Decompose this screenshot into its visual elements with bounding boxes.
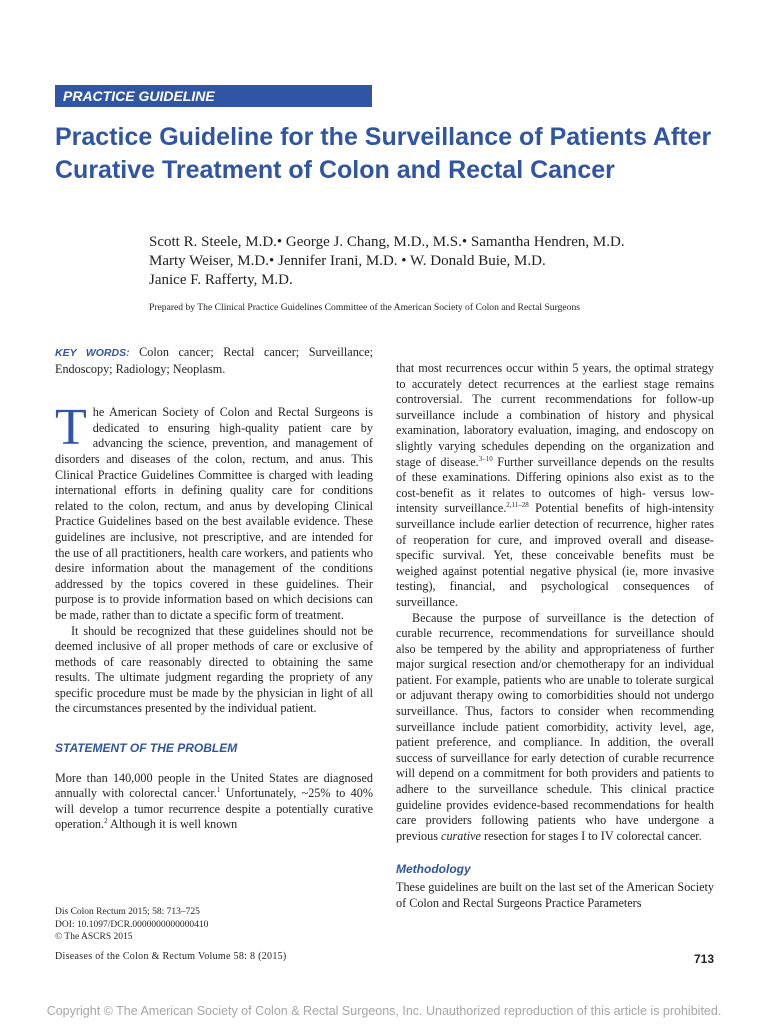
page-number: 713 <box>693 952 714 966</box>
body-text: More than 140,000 people in the United States are diagnosed annually with colorectal cancer. <box>55 770 373 801</box>
drop-cap: T <box>55 399 87 457</box>
body-paragraph: It should be recognized that these guidelines should not be deemed inclusive of all proper methods of care or exclusive of methods of care reasonably directed to obtaining the same results. The ultimate judgment regarding the propriety of any specific procedure must be made by the physician in light of all the circumstances presented by the individual patient. <box>55 623 373 716</box>
running-footer: Diseases of the Colon & Rectum Volume 58: 8 (2015) <box>55 951 287 962</box>
body-paragraph <box>55 771 373 833</box>
citation-superscript: 1 <box>216 786 221 795</box>
intro-text: he American Society of Colon and Rectal Surgeons is dedicated to ensuring high-quality patient care by advancing the science, prevention, and management of disorders and diseases of the colon, rectum, and anus. This Clinical Practice Guidelines Committee is charged with leading international efforts in defining quality care for conditions related to the colon, rectum, and anus by developing Clinical Practice Guidelines based on the best available evidence. These guidelines are inclusive, not prescriptive, and are intended for the use of all practitioners, health care workers, and patients who desire information about the management of the conditions addressed by the topics covered in these guidelines. Their purpose is to provide information based on which decisions can be made, rather than to dictate a specific form of treatment. <box>55 405 373 622</box>
keywords-label: KEY WORDS: <box>55 347 130 359</box>
article-title: Practice Guideline for the Surveillance of Patients After Curative Treatment of Colon and Rectal Cancer <box>55 123 712 184</box>
emphasis-text: curative <box>441 828 481 843</box>
section-heading: STATEMENT OF THE PROBLEM <box>55 741 238 756</box>
section-banner: PRACTICE GUIDELINE <box>55 85 372 107</box>
body-text: Because the purpose of surveillance is the detection of curable recurrence, recommendations for surveillance should also be tempered by the ability and appropriateness of further major surgical resection and/or chemotherapy for an individual patient. For example, patients who are unable to tolerate surgical or adjuvant therapy owing to comorbidities should not undergo surveillance. Thus, factors to consider when recommending surveillance include patient comorbidity, activity level, age, patient preference, and compliance. In addition, the overall success of surveillance for early detection of curable recurrence will depend on a commitment for both providers and patients to adhere to the surveillance schedule. This clinical practice guideline provides evidence-based recommendations for health care providers following patients who have undergone a previous <box>396 610 714 843</box>
keywords-text: Colon cancer; Rectal cancer; Surveillance; Endoscopy; Radiology; Neoplasm. <box>55 345 374 376</box>
copyright-watermark: Copyright © The American Society of Colon & Rectal Surgeons, Inc. Unauthorized reproduction of this article is prohibited. <box>46 1004 722 1018</box>
subsection-heading: Methodology <box>396 862 471 877</box>
body-paragraph <box>396 611 714 845</box>
citation-superscript: 3–10 <box>478 454 493 463</box>
body-text: Unfortunately, ~25% to 40% will develop a tumor recurrence despite a potentially curative operation. <box>55 786 374 832</box>
body-text: Further surveillance depends on the results of these examinations. Differing opinions also exist as to the cost-benefit as it relates to outcomes of high- versus low-intensity surveillance. <box>396 454 715 516</box>
intro-paragraph <box>55 399 373 623</box>
body-text: that most recurrences occur within 5 years, the optimal strategy to accurately detect recurrences at the earliest stage remains controversial. The current recommendations for follow-up surveillance include a combination of history and physical examination, laboratory evaluation, imaging, and endoscopy on slightly varying schedules depending on the organization and stage of disease. <box>396 361 714 469</box>
author-line: Janice F. Rafferty, M.D. <box>149 272 293 288</box>
citation-superscript: 2,11–28 <box>506 501 529 510</box>
citation-superscript: 2 <box>104 817 108 826</box>
author-line: Marty Weiser, M.D.• Jennifer Irani, M.D. • W. Donald Buie, M.D. <box>149 253 546 269</box>
journal-citation: Dis Colon Rectum 2015; 58: 713–725 <box>55 907 200 917</box>
author-list <box>149 233 729 290</box>
doi-text: DOI: 10.1097/DCR.0000000000000410 <box>55 919 209 930</box>
body-paragraph <box>396 361 714 611</box>
body-text: resection for stages I to IV colorectal cancer. <box>480 828 702 843</box>
body-text: Potential benefits of high-intensity surveillance include earlier detection of recurrence, higher rates of reoperation for cure, and improved overall and disease-specific survival. Yet, these conceivable benefits must be weighed against potential negative physical (ie, more invasive testing), financial, and psychological consequences of surveillance. <box>396 501 715 609</box>
citation-footnote <box>55 906 373 944</box>
body-text: Although it is well known <box>107 817 238 832</box>
left-column <box>55 345 373 833</box>
body-paragraph: These guidelines are built on the last set of the American Society of Colon and Rectal Surgeons Practice Parameters <box>396 880 714 910</box>
right-column <box>396 361 714 911</box>
copyright-note: © The ASCRS 2015 <box>55 932 133 942</box>
author-line: Scott R. Steele, M.D.• George J. Chang, M.D., M.S.• Samantha Hendren, M.D. <box>149 234 625 250</box>
keywords <box>55 345 373 377</box>
prepared-by-note: Prepared by The Clinical Practice Guidelines Committee of the American Society of Colon and Rectal Surgeons <box>149 302 580 313</box>
